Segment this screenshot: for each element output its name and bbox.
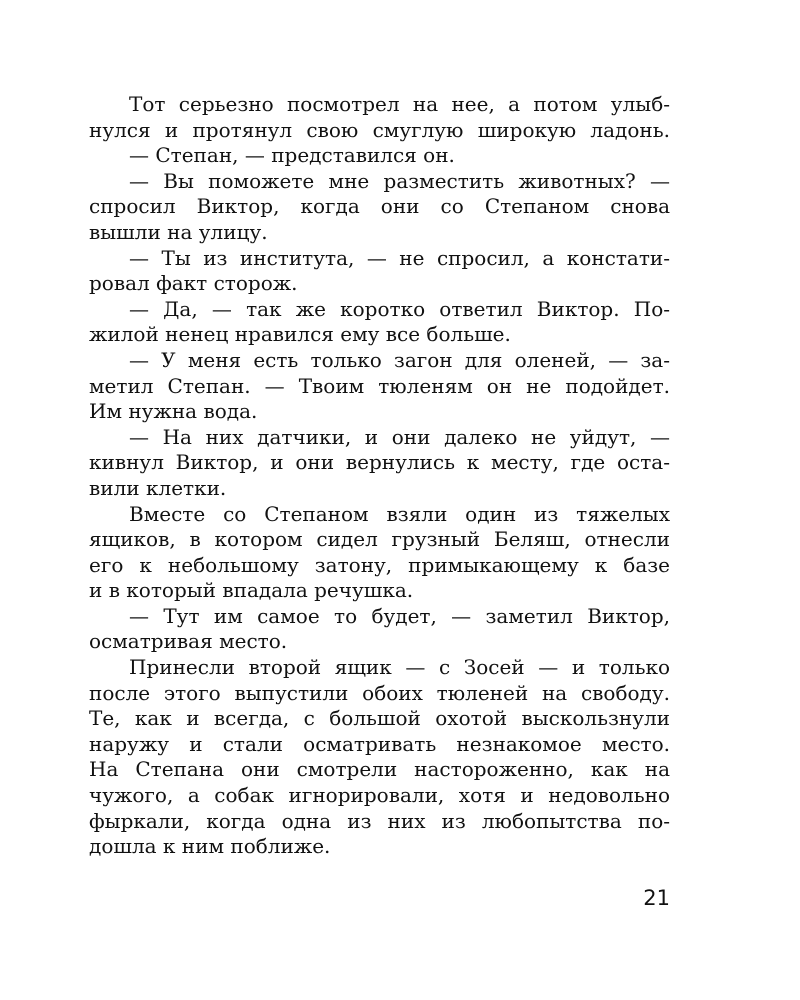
text-line: Тот серьезно посмотрел на нее, а потом улыб- [129,92,670,116]
text-line: — У меня есть только загон для оленей, — за- [129,347,670,372]
text-line: нулся и протянул свою смуглую широкую ладонь. [89,117,670,142]
text-line: наружу и стали осматривать незнакомое место. [89,731,670,756]
text-line: Им нужна вода. [89,399,258,424]
text-line: кивнул Виктор, и они вернулись к месту, где оста- [89,450,670,475]
body-text [89,92,670,860]
text-line: ящиков, в котором сидел грузный Беляш, отнесли [89,527,670,552]
text-line: Те, как и всегда, с большой охотой выскользнули [89,706,670,731]
text-line: — На них датчики, и они далеко не уйдут, — [129,424,670,449]
text-line: — Да, — так же коротко ответил Виктор. По- [129,296,670,321]
text-line: Вместе со Степаном взяли один из тяжелых [129,501,670,526]
text-line: и в который впадала речушка. [89,578,414,603]
text-line: ровал факт сторож. [89,271,298,296]
text-line: — Ты из института, — не спросил, а констати- [129,245,670,270]
text-line: вили клетки. [89,475,227,500]
text-line: Принесли второй ящик — с Зосей — и только [129,655,670,680]
text-line: жилой ненец нравился ему все больше. [89,322,511,347]
page-number: 21 [643,886,670,910]
text-line: метил Степан. — Твоим тюленям он не подойдет. [89,373,670,398]
text-line: спросил Виктор, когда они со Степаном снова [89,194,670,219]
text-line: На Степана они смотрели настороженно, как на [89,757,670,782]
text-line: после этого выпустили обоих тюленей на свободу. [89,680,670,705]
text-line: — Вы поможете мне разместить животных? — [129,168,670,193]
text-line: вышли на улицу. [89,219,268,244]
text-line: дошла к ним поближе. [89,834,331,859]
text-line: осматривая место. [89,629,288,654]
text-line: — Степан, — представился он. [129,143,455,168]
text-line: — Тут им самое то будет, — заметил Виктор, [129,603,670,628]
text-line: чужого, а собак игнорировали, хотя и недовольно [89,783,670,808]
text-line: фыркали, когда одна из них из любопытства по- [89,808,670,833]
text-line: его к небольшому затону, примыкающему к базе [89,552,670,577]
